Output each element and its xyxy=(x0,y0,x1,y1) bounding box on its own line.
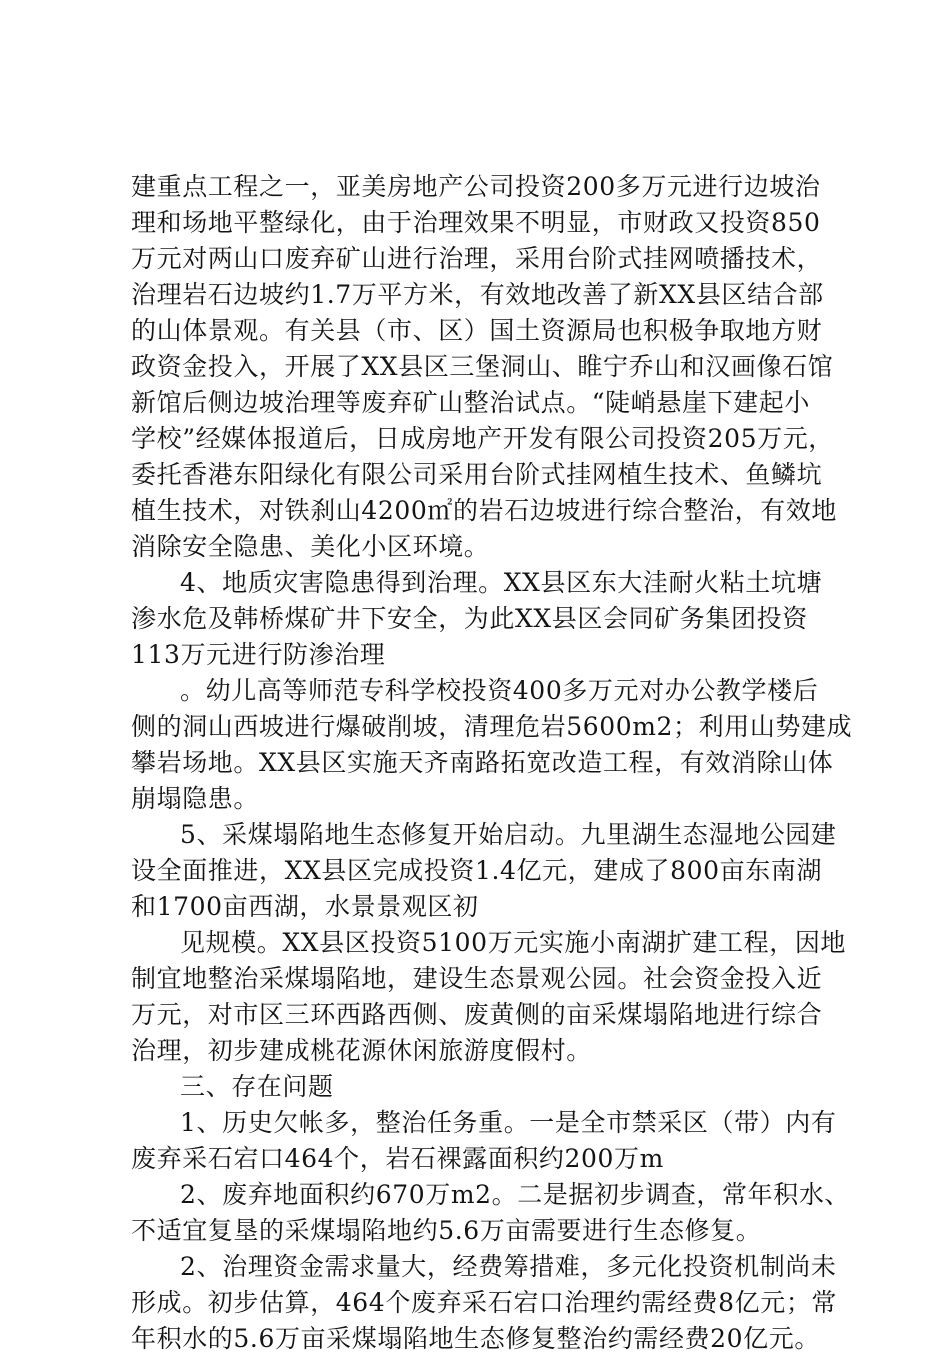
text-line-24: 万元，对市区三环西路西侧、废黄侧的亩采煤塌陷地进行综合 xyxy=(131,1000,823,1029)
text-line-4: 治理岩石边坡约1.7万平方米，有效地改善了新XX县区结合部 xyxy=(131,280,824,309)
text-line-5: 的山体景观。有关县（市、区）国土资源局也积极争取地方财 xyxy=(131,316,823,345)
text-line-20: 设全面推进，XX县区完成投资1.4亿元，建成了800亩东南湖 xyxy=(131,856,823,885)
text-line-7: 新馆后侧边坡治理等废弃矿山整治试点。“陡峭悬崖下建起小 xyxy=(131,388,810,417)
section-heading: 三、存在问题 xyxy=(180,1072,334,1101)
text-line-16: 侧的洞山西坡进行爆破削坡，清理危岩5600m2；利用山势建成 xyxy=(131,712,853,741)
text-line-14: 113万元进行防渗治理 xyxy=(131,640,386,669)
text-line-11: 消除安全隐患、美化小区环境。 xyxy=(131,532,490,561)
text-line-22: 见规模。XX县区投资5100万元实施小南湖扩建工程，因地 xyxy=(180,928,847,957)
text-line-8: 学校”经媒体报道后，日成房地产开发有限公司投资205万元， xyxy=(131,424,834,453)
text-line-29: 2、废弃地面积约670万m2。二是据初步调查，常年积水、 xyxy=(180,1180,851,1209)
text-line-17: 攀岩场地。XX县区实施天齐南路拓宽改造工程，有效消除山体 xyxy=(131,748,834,777)
text-line-13: 渗水危及韩桥煤矿井下安全，为此XX县区会同矿务集团投资 xyxy=(131,604,808,633)
text-line-33: 年积水的5.6万亩采煤塌陷地生态修复整治约需经费20亿元。 xyxy=(131,1324,820,1353)
text-line-9: 委托香港东阳绿化有限公司采用台阶式挂网植生技术、鱼鳞坑 xyxy=(131,460,823,489)
text-line-1: 建重点工程之一，亚美房地产公司投资200多万元进行边坡治 xyxy=(131,172,821,201)
text-line-21: 和1700亩西湖，水景景观区初 xyxy=(131,892,479,921)
text-line-27: 1、历史欠帐多，整治任务重。一是全市禁采区（带）内有 xyxy=(180,1108,837,1137)
text-line-18: 崩塌隐患。 xyxy=(131,784,260,813)
text-line-28: 废弃采石宕口464个，岩石裸露面积约200万m xyxy=(131,1144,664,1173)
text-line-6: 政资金投入，开展了XX县区三堡洞山、睢宁乔山和汉画像石馆 xyxy=(131,352,834,381)
text-line-3: 万元对两山口废弃矿山进行治理，采用台阶式挂网喷播技术， xyxy=(131,244,823,273)
text-line-15: 。幼儿高等师范专科学校投资400多万元对办公教学楼后 xyxy=(180,676,819,705)
text-line-10: 植生技术，对铁刹山4200㎡的岩石边坡进行综合整治，有效地 xyxy=(131,496,838,525)
text-line-19: 5、采煤塌陷地生态修复开始启动。九里湖生态湿地公园建 xyxy=(180,820,837,849)
text-line-2: 理和场地平整绿化，由于治理效果不明显，市财政又投资850 xyxy=(131,208,821,237)
text-line-25: 治理，初步建成桃花源休闲旅游度假村。 xyxy=(131,1036,592,1065)
text-line-31: 2、治理资金需求量大，经费筹措难，多元化投资机制尚未 xyxy=(180,1252,837,1281)
text-line-32: 形成。初步估算，464个废弃采石宕口治理约需经费8亿元；常 xyxy=(131,1288,838,1317)
text-line-23: 制宜地整治采煤塌陷地，建设生态景观公园。社会资金投入近 xyxy=(131,964,823,993)
text-line-12: 4、地质灾害隐患得到治理。XX县区东大洼耐火粘土坑塘 xyxy=(180,568,823,597)
text-line-30: 不适宜复垦的采煤塌陷地约5.6万亩需要进行生态修复。 xyxy=(131,1216,762,1245)
